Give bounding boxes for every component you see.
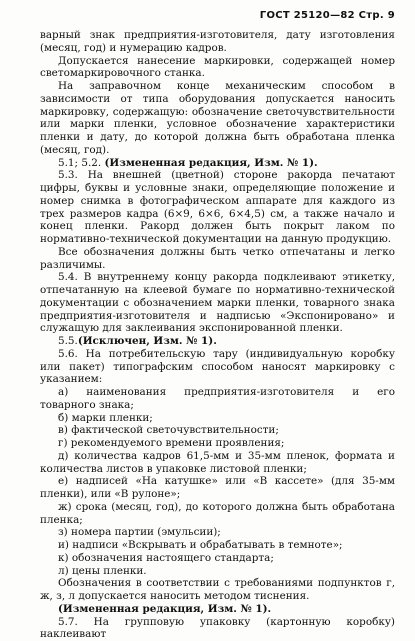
list-item: л) цены пленки. xyxy=(40,565,395,578)
list-item: е) надписей «На катушке» или «В кассете» (для 35-мм пленки), или «В рулоне»; xyxy=(40,475,395,501)
list-item: ж) срока (месяц, год), до которого должна быть обработана пленка; xyxy=(40,501,395,527)
list-item: г) рекомендуемого времени проявления; xyxy=(40,437,395,450)
list-item: а) наименования предприятия-изготовителя и его товарного знака; xyxy=(40,386,395,412)
paragraph: варный знак предприятия-изготовителя, дату изготовления (месяц, год) и нумерацию кадров. xyxy=(40,29,395,55)
list-item: з) номера партии (эмульсии); xyxy=(40,526,395,539)
amendment-note: (Измененная редакция, Изм. № 1). xyxy=(58,603,271,615)
paragraph xyxy=(40,603,395,616)
paragraph: 5.1; 5.2. (Измененная редакция, Изм. № 1). xyxy=(40,157,395,170)
paragraph: 5.7. На групповую упаковку (картонную коробку) наклеивают xyxy=(40,616,395,641)
amendment-note: (Измененная редакция, Изм. № 1). xyxy=(104,157,317,169)
paragraph: На заправочном конце механическим способом в зависимости от типа оборудования допускается наносить маркировку, содержащую: обозначение светочувствительности или марки пленки, условное обозначение характеристики пленки и дату, до которой должна быть обработана пленка (месяц, год). xyxy=(40,80,395,157)
list-item: б) марки пленки; xyxy=(40,412,395,425)
paragraph: Все обозначения должны быть четко отпечатаны и легко различимы. xyxy=(40,246,395,272)
paragraph: 5.3. На внешней (цветной) стороне ракорда печатают цифры, буквы и условные знаки, определяющие положение и номер снимка в фотографическом аппарате для каждого из трех размеров кадра (6×9, 6×6, 6×4,5) см, а также начало и конец пленки. Ракорд должен быть покрыт лаком по нормативно-технической документации на данную продукцию. xyxy=(40,169,395,246)
paragraph: Обозначения в соответствии с требованиями подпунктов г, ж, з, л допускается наносить методом тиснения. xyxy=(40,577,395,603)
amendment-note: (Исключен, Изм. № 1). xyxy=(78,335,217,347)
paragraph: 5.4. В внутреннему концу ракорда подклеивают этикетку, отпечатанную на клеевой бумаге по нормативно-технической документации с обозначением марки пленки, товарного знака предприятия-изготовителя и надписью «Экспонировано» и служащую для заклеивания экспонированной пленки. xyxy=(40,271,395,335)
paragraph: 5.5.(Исключен, Изм. № 1). xyxy=(40,335,395,348)
list-item: д) количества кадров 61,5-мм и 35-мм пленок, формата и количества листов в упаковке листовой пленки; xyxy=(40,450,395,476)
list-item: и) надписи «Вскрывать и обрабатывать в темноте»; xyxy=(40,539,395,552)
list-item: к) обозначения настоящего стандарта; xyxy=(40,552,395,565)
list-item: в) фактической светочувствительности; xyxy=(40,424,395,437)
page-header: ГОСТ 25120—82 Стр. 9 xyxy=(40,10,395,21)
document-body xyxy=(40,29,395,641)
paragraph: 5.6. На потребительскую тару (индивидуальную коробку или пакет) типографским способом наносят маркировку с указанием: xyxy=(40,348,395,386)
paragraph: Допускается нанесение маркировки, содержащей номер светомаркировочного станка. xyxy=(40,55,395,81)
